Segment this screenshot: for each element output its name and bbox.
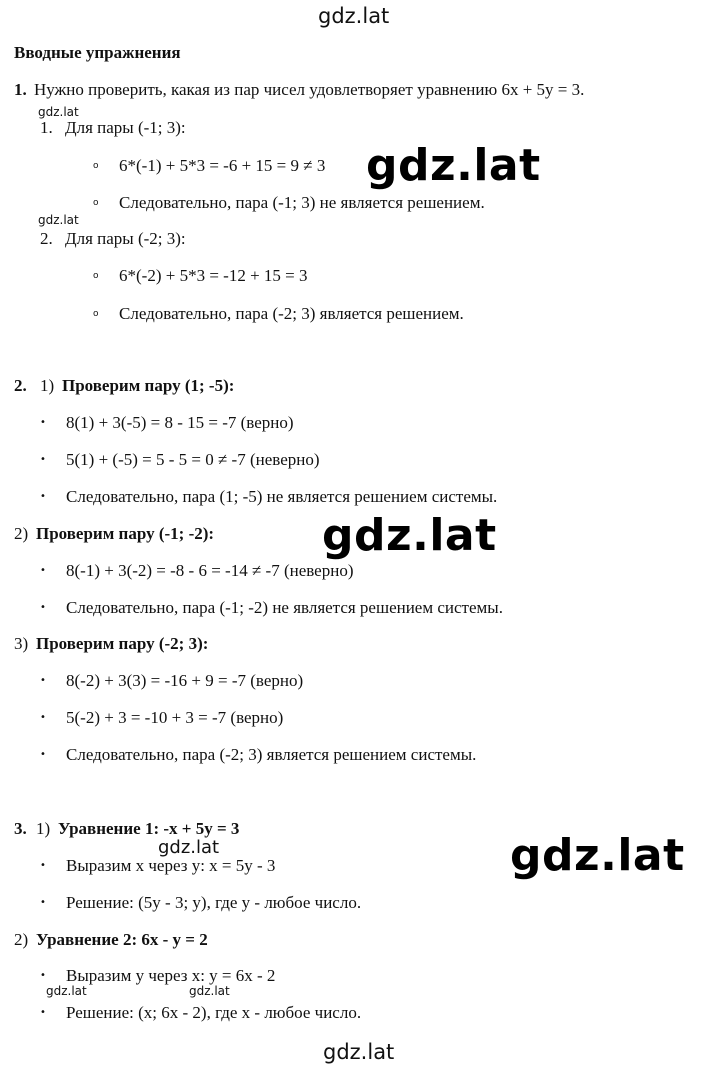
bullet: • — [40, 897, 46, 908]
watermark-big: gdz.lat — [366, 140, 541, 191]
bullet: • — [40, 454, 46, 465]
ex2-part-number: 1) — [40, 376, 55, 395]
circle-bullet: o — [93, 309, 99, 319]
watermark-small: gdz.lat — [46, 984, 87, 998]
ex3-line: Выразим x через y: x = 5y - 3 — [66, 856, 276, 875]
circle-bullet: o — [93, 271, 99, 281]
ex1-line: 6*(-2) + 5*3 = -12 + 15 = 3 — [119, 266, 308, 285]
circle-bullet: o — [93, 161, 99, 171]
ex1-item-number: 2. — [40, 229, 53, 248]
bullet: • — [40, 712, 46, 723]
ex2-part-title: Проверим пару (-2; 3): — [36, 634, 209, 653]
watermark-big: gdz.lat — [510, 830, 685, 881]
ex1-line: Следовательно, пара (-2; 3) является решением. — [119, 304, 464, 323]
circle-bullet: o — [93, 198, 99, 208]
ex1-item-label: Для пары (-2; 3): — [65, 229, 186, 248]
ex3-part-title: Уравнение 2: 6x - y = 2 — [36, 930, 208, 949]
ex2-part-number: 3) — [14, 634, 29, 653]
ex2-line: 8(-2) + 3(3) = -16 + 9 = -7 (верно) — [66, 671, 304, 690]
ex2-part-title: Проверим пару (-1; -2): — [36, 524, 215, 543]
ex2-line: 5(-2) + 3 = -10 + 3 = -7 (верно) — [66, 708, 284, 727]
watermark-top: gdz.lat — [318, 4, 390, 28]
watermark-big: gdz.lat — [322, 510, 497, 561]
bullet: • — [40, 565, 46, 576]
ex1-item-label: Для пары (-1; 3): — [65, 118, 186, 137]
ex1-line: 6*(-1) + 5*3 = -6 + 15 = 9 ≠ 3 — [119, 156, 326, 175]
ex2-line: 8(-1) + 3(-2) = -8 - 6 = -14 ≠ -7 (неверно) — [66, 561, 354, 580]
ex2-line: Следовательно, пара (-1; -2) не является решением системы. — [66, 598, 503, 617]
ex1-intro: Нужно проверить, какая из пар чисел удовлетворяет уравнению 6x + 5y = 3. — [34, 80, 585, 99]
bullet: • — [40, 675, 46, 686]
ex1-item-number: 1. — [40, 118, 53, 137]
ex1-number: 1. — [14, 80, 27, 99]
watermark-small: gdz.lat — [38, 213, 79, 227]
ex3-part-number: 2) — [14, 930, 29, 949]
ex3-line: Решение: (x; 6x - 2), где x - любое число. — [66, 1003, 362, 1022]
bullet: • — [40, 860, 46, 871]
ex2-line: Следовательно, пара (1; -5) не является решением системы. — [66, 487, 498, 506]
watermark-bottom: gdz.lat — [323, 1040, 395, 1064]
ex3-part-number: 1) — [36, 819, 51, 838]
ex1-line: Следовательно, пара (-1; 3) не является решением. — [119, 193, 485, 212]
ex3-line: Решение: (5y - 3; y), где y - любое число. — [66, 893, 362, 912]
ex2-part-title: Проверим пару (1; -5): — [62, 376, 235, 395]
bullet: • — [40, 602, 46, 613]
bullet: • — [40, 749, 46, 760]
ex2-line: 8(1) + 3(-5) = 8 - 15 = -7 (верно) — [66, 413, 294, 432]
bullet: • — [40, 970, 46, 981]
ex2-part-number: 2) — [14, 524, 29, 543]
bullet: • — [40, 1007, 46, 1018]
ex3-part-title: Уравнение 1: -x + 5y = 3 — [58, 819, 240, 838]
watermark-small: gdz.lat — [189, 984, 230, 998]
watermark-small: gdz.lat — [38, 105, 79, 119]
section-heading: Вводные упражнения — [14, 43, 181, 62]
ex2-line: Следовательно, пара (-2; 3) является решением системы. — [66, 745, 477, 764]
ex2-number: 2. — [14, 376, 27, 395]
watermark-small: gdz.lat — [158, 837, 220, 858]
bullet: • — [40, 491, 46, 502]
ex3-number: 3. — [14, 819, 27, 838]
bullet: • — [40, 417, 46, 428]
ex3-line: Выразим y через x: y = 6x - 2 — [66, 966, 276, 985]
ex2-line: 5(1) + (-5) = 5 - 5 = 0 ≠ -7 (неверно) — [66, 450, 320, 469]
